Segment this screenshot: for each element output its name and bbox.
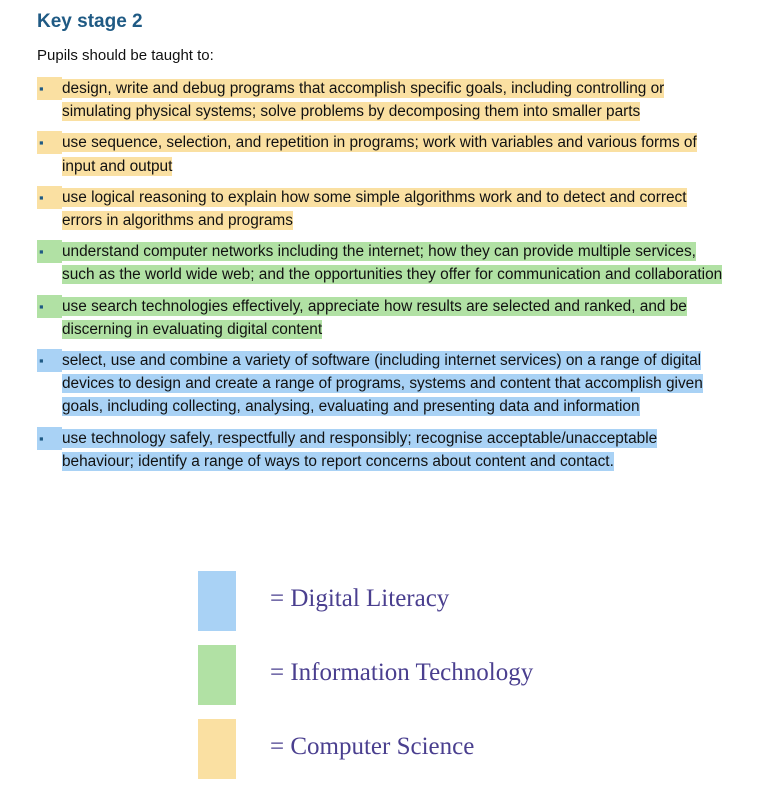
list-item-text: use logical reasoning to explain how some simple algorithms work and to detect and correct errors in algorithms and programs — [62, 188, 687, 230]
list-item — [37, 427, 727, 473]
information-technology-swatch — [198, 645, 236, 705]
legend-row-information-technology — [198, 645, 618, 705]
legend-row-digital-literacy — [198, 571, 618, 631]
list-item — [37, 186, 727, 232]
list-item — [37, 77, 727, 123]
square-bullet-icon: ▪ — [39, 430, 44, 446]
square-bullet-icon: ▪ — [39, 244, 44, 260]
list-item — [37, 240, 727, 286]
square-bullet-icon: ▪ — [39, 81, 44, 96]
digital-literacy-swatch — [198, 571, 236, 631]
page-title: Key stage 2 — [37, 11, 143, 32]
intro-text: Pupils should be taught to: — [37, 47, 214, 64]
list-item-text: design, write and debug programs that accomplish specific goals, including controlling or simulating physical systems; solve problems by decomposing them into smaller parts — [62, 80, 665, 121]
legend-row-computer-science — [198, 719, 618, 779]
legend-label: = Digital Literacy — [270, 585, 450, 612]
list-item-text: understand computer networks including the internet; how they can provide multiple services, such as the world wide web; and the opportunities they offer for communication and collaboration — [62, 243, 723, 284]
legend-label: = Information Technology — [270, 659, 534, 686]
curriculum-list — [37, 77, 727, 481]
list-item-text: use technology safely, respectfully and responsibly; recognise acceptable/unacceptable behaviour; identify a range of ways to report concerns about content and contact. — [62, 429, 658, 470]
square-bullet-icon: ▪ — [39, 298, 44, 314]
square-bullet-icon: ▪ — [39, 135, 44, 151]
color-legend — [198, 571, 618, 793]
computer-science-swatch — [198, 719, 236, 779]
square-bullet-icon: ▪ — [39, 189, 44, 205]
list-item-text: select, use and combine a variety of software (including internet services) on a range of digital devices to design and create a range of programs, systems and content that accomplish given goals, including collecting, analysing, evaluating and presenting data and information — [62, 352, 703, 416]
square-bullet-icon: ▪ — [39, 353, 44, 369]
list-item-text: use search technologies effectively, appreciate how results are selected and ranked, and be discerning in evaluating digital content — [62, 297, 687, 338]
list-item — [37, 131, 727, 177]
list-item — [37, 295, 727, 341]
list-item-text: use sequence, selection, and repetition in programs; work with variables and various forms of input and output — [62, 134, 697, 175]
legend-label: = Computer Science — [270, 733, 475, 760]
list-item — [37, 349, 727, 419]
